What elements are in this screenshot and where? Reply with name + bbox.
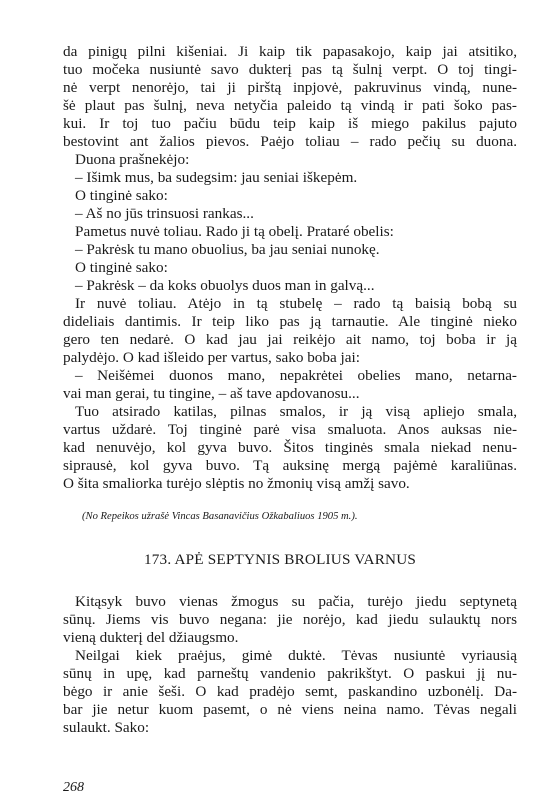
- dialogue-line: – Neišėmei duonos mano, nepakrėtei obelies mano, netarna-: [75, 367, 517, 384]
- text-line: Duona prašnekėjo:: [75, 151, 190, 168]
- text-line: Neilgai kiek praėjus, gimė duktė. Tėvas nusiuntė vyriausią: [75, 647, 517, 664]
- text-line: O tinginė sako:: [75, 187, 168, 204]
- text-line: palydėjo. O kad išleido per vartus, sako boba jai:: [63, 349, 360, 366]
- text-line: nė verpt nenorėjo, tai ji pirštą inpjovė, pakruvinus vindą, nune-: [63, 79, 517, 96]
- text-line: O šita smaliorka turėjo slėptis no žmonių visą amžį savo.: [63, 475, 410, 492]
- text-line: sūnų. Jiems vis buvo negana: jie norėjo, kad jiedu sulauktų nors: [63, 611, 517, 628]
- text-line: vartus uždarė. Toj tinginė parė visa smaluota. Anos auksas nie-: [63, 421, 517, 438]
- text-line: Ir nuvė toliau. Atėjo in tą stubelę – rado tą baisią bobą su: [75, 295, 517, 312]
- text-line: O tinginė sako:: [75, 259, 168, 276]
- text-line: gero ten nedarė. O kad jau jai reikėjo ait namo, toj boba ir ją: [63, 331, 517, 348]
- text-line: tuo močeka nusiuntė savo dukterį pas tą šulnį verpt. O toj tingi-: [63, 61, 517, 78]
- text-line: kui. Ir toj tuo pačiu būdu teip kaip iš miego pakilus pajuto: [63, 115, 517, 132]
- source-note: (No Repeikos užrašė Vincas Basanavičius Ožkabaliuos 1905 m.).: [82, 511, 358, 522]
- text-line: sulaukt. Sako:: [63, 719, 150, 736]
- text-line: bar jie netur kuom pasemt, o nė viens neina namo. Tėvas negali: [63, 701, 517, 718]
- text-line: vieną dukterį del džiaugsmo.: [63, 629, 239, 646]
- text-line: sūnų in upę, kad parneštų vandenio pakrikštyt. O paskui jį nu-: [63, 665, 517, 682]
- text-line: siprausė, kol gyva buvo. Tą auksinę mergą pajėmė karaliūnas.: [63, 457, 517, 474]
- text-line: bestovint ant žalios pievos. Paėjo toliau – rado pečių su duona.: [63, 133, 517, 150]
- page-number: 268: [63, 780, 84, 795]
- story-heading: 173. APĖ SEPTYNIS BROLIUS VARNUS: [143, 551, 417, 568]
- text-line: Kitąsyk buvo vienas žmogus su pačia, turėjo jiedu septynetą: [75, 593, 517, 610]
- dialogue-line: – Aš no jūs trinsuosi rankas...: [75, 205, 254, 222]
- text-line: šė plaut pas šulnį, neva netyčia paleido tą vindą ir pati šoko pas-: [63, 97, 517, 114]
- text-line: Tuo atsirado katilas, pilnas smalos, ir ją visą apliejo smala,: [75, 403, 517, 420]
- text-line: Pametus nuvė toliau. Rado ji tą obelį. Prataré obelis:: [75, 223, 394, 240]
- text-line: bėgo ir anie šeši. O kad pradėjo semt, paskandino uzbonėlį. Da-: [63, 683, 517, 700]
- text-line: vai man gerai, tu tingine, – aš tave apdovanosu...: [63, 385, 360, 402]
- dialogue-line: – Pakrėsk tu mano obuolius, ba jau seniai nunokę.: [75, 241, 380, 258]
- dialogue-line: – Išimk mus, ba sudegsim: jau seniai iškepėm.: [75, 169, 358, 186]
- text-line: da pinigų pilni kišeniai. Ji kaip tik papasakojo, kaip jai atsitiko,: [63, 43, 517, 60]
- text-line: kad nenuvėjo, kol gyva buvo. Šitos tinginės smala niekad nenu-: [63, 439, 517, 456]
- text-line: dideliais dantimis. Ir teip liko pas ją tarnautie. Ale tinginė nieko: [63, 313, 517, 330]
- dialogue-line: – Pakrėsk – da koks obuolys duos man in galvą...: [75, 277, 375, 294]
